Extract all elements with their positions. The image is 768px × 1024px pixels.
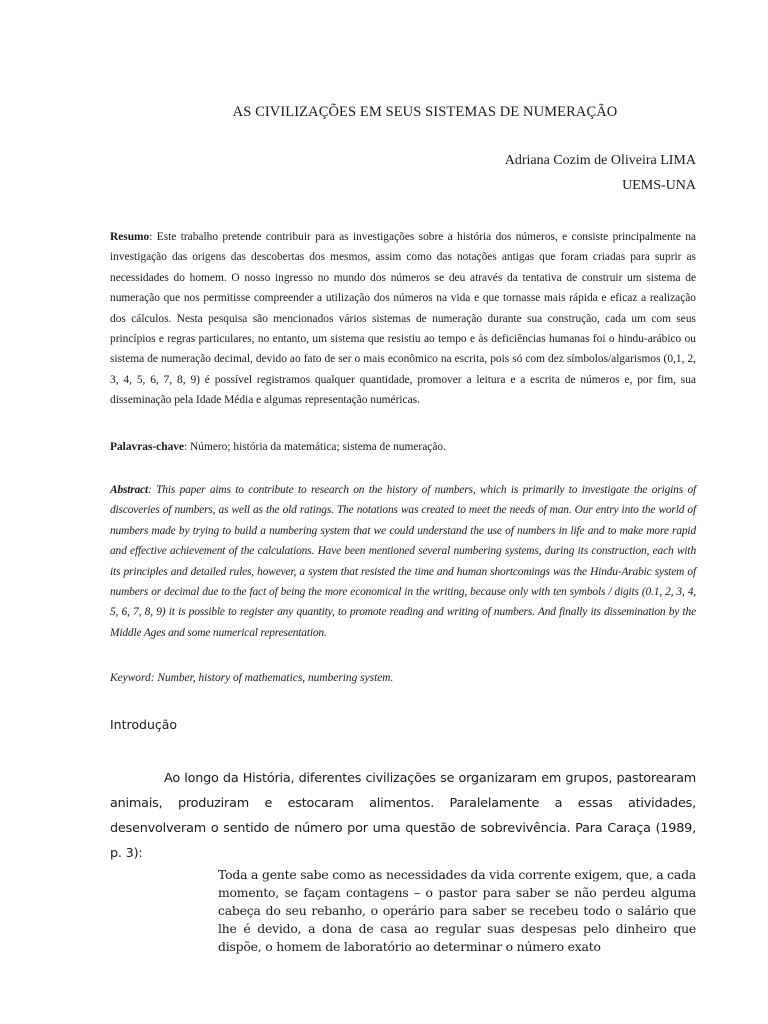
resumo-label: Resumo [110, 231, 150, 243]
block-quote: Toda a gente sabe como as necessidades da vida corrente exigem, que, a cada momento, se façam contagens – o pastor para saber se não perdeu alguma cabeça do seu rebanho, o operário para saber se recebeu todo o salário que lhe é devido, a dona de casa ao regular suas despesas pelo dinheiro que dispõe, o homem de laboratório ao determinar o número exato [218, 867, 696, 954]
abstract-text: : This paper aims to contribute to research on the history of numbers, which is primarily to investigate the origins of discoveries of numbers, as well as the old ratings. The notations was created to meet the needs of man. Our entry into the world of numbers made by trying to build a numbering system that we could understand the use of numbers in life and to make more rapid and effective achievement of the calculations. Have been mentioned several numbering systems, during its construction, each with its principles and detailed rules, however, a system that resisted the time and human shortcomings was the Hindu-Arabic system of numbers or decimal due to the fact of being the more economical in the writing, because only with ten symbols / digits (0.1, 2, 3, 4, 5, 6, 7, 8, 9) it is possible to register any quantity, to promote reading and writing of numbers. And finally its dissemination by the Middle Ages and some numerical representation. [110, 484, 696, 639]
palavras-chave-text: : Número; história da matemática; sistema de numeração. [184, 441, 446, 453]
author-affiliation: UEMS-UNA [622, 178, 696, 193]
abstract-label: Abstract [110, 484, 149, 496]
paper-title: AS CIVILIZAÇÕES EM SEUS SISTEMAS DE NUMERAÇÃO [232, 104, 618, 120]
resumo-paragraph [110, 227, 696, 411]
introduction-heading: Introdução [110, 717, 178, 732]
palavras-chave-label: Palavras-chave [110, 441, 185, 453]
resumo-text: : Este trabalho pretende contribuir para as investigações sobre a história dos números, e consiste principalmente na investigação das origens das descobertas dos mesmos, assim como das notações antigas que foram criadas para suprir as necessidades do homem. O nosso ingresso no mundo dos números se deu através da tentativa de construir um sistema de numeração que nos permitisse compreender a utilização dos números na vida e que tornasse mais rápida e eficaz a realização dos cálculos. Nesta pesquisa são mencionados vários sistemas de numeração durante sua construção, cada um com seus princípios e regras particulares, no entanto, um sistema que resistiu ao tempo e às deficiências humanas foi o hindu-arábico ou sistema de numeração decimal, devido ao fato de ser o mais econômico na escrita, pois só com dez símbolos/algarismos (0,1, 2, 3, 4, 5, 6, 7, 8, 9) é possível registramos qualquer quantidade, promover a leitura e a escrita de números e, por fim, sua disseminação pela Idade Média e algumas representação numéricas. [110, 231, 696, 407]
author-name: Adriana Cozim de Oliveira LIMA [504, 153, 696, 168]
keyword-english-line: Keyword: Number, history of mathematics, numbering system. [110, 672, 394, 684]
palavras-chave-line [110, 437, 696, 457]
abstract-paragraph [110, 480, 696, 643]
introduction-paragraph: Ao longo da História, diferentes civilizações se organizaram em grupos, pastorearam animais, produziram e estocaram alimentos. Paralelamente a essas atividades, desenvolveram o sentido de número por uma questão de sobrevivência. Para Caraça (1989, p. 3): [110, 771, 696, 861]
